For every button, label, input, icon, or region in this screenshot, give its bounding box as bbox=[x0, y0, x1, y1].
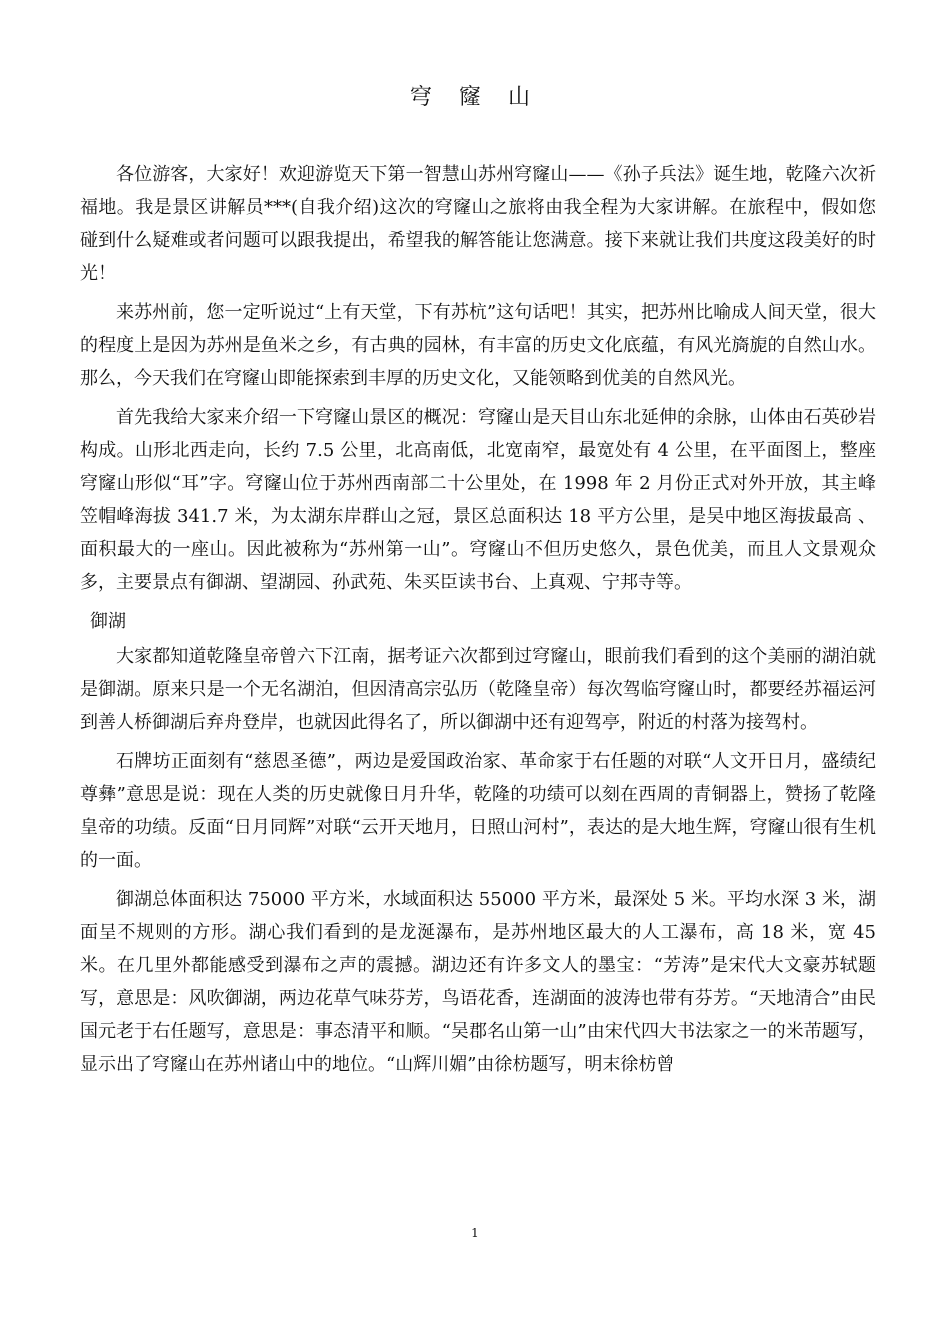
intro-paragraph-3: 首先我给大家来介绍一下穹窿山景区的概况：穹窿山是天目山东北延伸的余脉，山体由石英砂岩构成。山形北西走向，长约 7.5 公里，北高南低，北宽南窄，最宽处有 4 公里，在平面图上，整座穹窿山形似“耳”字。穹窿山位于苏州西南部二十公里处，在 1998 年 2 月份正式对外开放，其主峰笠帽峰海拔 341.7 米，为太湖东岸群山之冠，景区总面积达 18 平方公里，是吴中地区海拔最高 、面积最大的一座山。因此被称为“苏州第一山”。穹窿山不但历史悠久，景色优美，而且人文景观众多，主要景点有御湖、望湖园、孙武苑、朱买臣读书台、上真观、宁邦寺等。 bbox=[80, 407, 876, 593]
section-paragraph-3: 御湖总体面积达 75000 平方米，水域面积达 55000 平方米，最深处 5 米。平均水深 3 米，湖面呈不规则的方形。湖心我们看到的是龙涎瀑布，是苏州地区最大的人工瀑布，高 18 米，宽 45 米。在几里外都能感受到瀑布之声的震撼。湖边还有许多文人的墨宝：“芳涛”是宋代大文豪苏轼题写，意思是：风吹御湖，两边花草气味芬芳，鸟语花香，连湖面的波涛也带有芬芳。“天地清合”由民国元老于右任题写，意思是：事态清平和顺。“吴郡名山第一山”由宋代四大书法家之一的米芾题写，显示出了穹窿山在苏州诸山中的地位。“山辉川媚”由徐枋题写，明末徐枋曾 bbox=[80, 889, 876, 1075]
document-body bbox=[80, 158, 876, 1087]
section-heading-yuhu: 御湖 bbox=[90, 611, 126, 632]
section-paragraph-2: 石牌坊正面刻有“慈恩圣德”，两边是爱国政治家、革命家于右任题的对联“人文开日月，盛绩纪尊彝”意思是说：现在人类的历史就像日月升华，乾隆的功绩可以刻在西周的青铜器上，赞扬了乾隆皇帝的功绩。反面“日月同辉”对联“云开天地月，日照山河村”，表达的是大地生辉，穹窿山很有生机的一面。 bbox=[80, 751, 876, 871]
document-title: 穹 窿 山 bbox=[410, 85, 540, 110]
intro-paragraph-1: 各位游客，大家好！欢迎游览天下第一智慧山苏州穹窿山——《孙子兵法》诞生地，乾隆六次祈福地。我是景区讲解员***(自我介绍)这次的穹窿山之旅将由我全程为大家讲解。在旅程中，假如您碰到什么疑难或者问题可以跟我提出，希望我的解答能让您满意。接下来就让我们共度这段美好的时光！ bbox=[80, 164, 876, 284]
intro-paragraph-2: 来苏州前，您一定听说过“上有天堂，下有苏杭”这句话吧！其实，把苏州比喻成人间天堂，很大的程度上是因为苏州是鱼米之乡，有古典的园林，有丰富的历史文化底蕴，有风光旖旎的自然山水。那么，今天我们在穹窿山即能探索到丰厚的历史文化，又能领略到优美的自然风光。 bbox=[80, 302, 876, 389]
page-number: 1 bbox=[471, 1226, 479, 1240]
section-paragraph-1: 大家都知道乾隆皇帝曾六下江南，据考证六次都到过穹窿山，眼前我们看到的这个美丽的湖泊就是御湖。原来只是一个无名湖泊，但因清高宗弘历（乾隆皇帝）每次驾临穹窿山时，都要经苏福运河到善人桥御湖后弃舟登岸，也就因此得名了，所以御湖中还有迎驾亭，附近的村落为接驾村。 bbox=[80, 646, 876, 733]
